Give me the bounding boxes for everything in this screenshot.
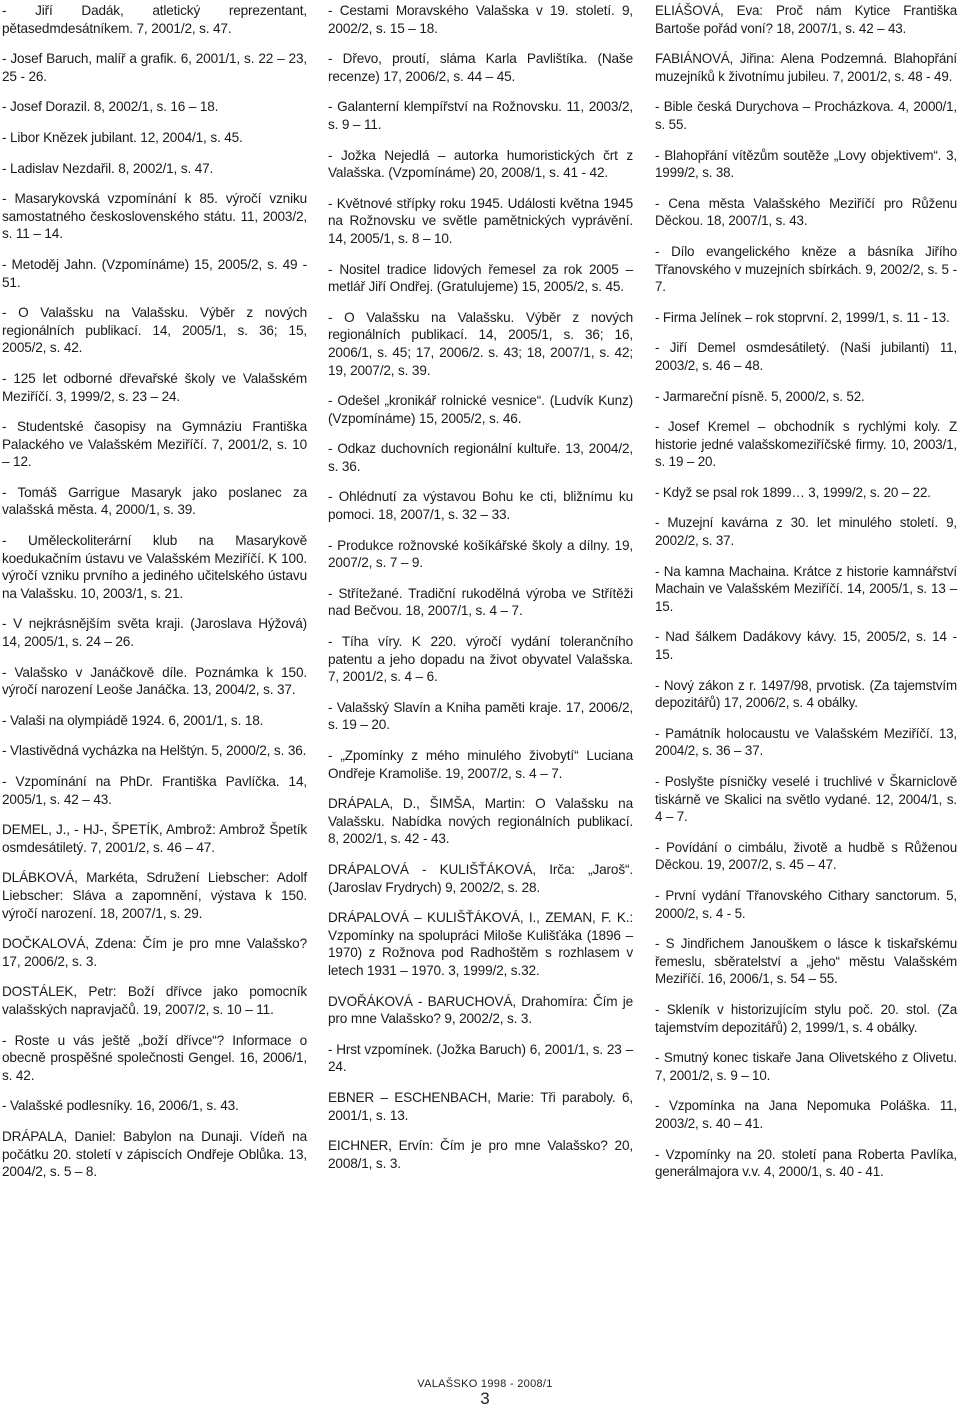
bibliography-entry: DEMEL, J., - HJ-, ŠPETÍK, Ambrož: Ambrož Špetík osmdesátiletý. 7, 2001/2, s. 46 – 47. <box>2 822 307 855</box>
bibliography-entry: - Jiří Demel osmdesátiletý. (Naši jubilanti) 11, 2003/2, s. 46 – 48. <box>655 340 957 373</box>
bibliography-entry: - Valaši na olympiádě 1924. 6, 2001/1, s. 18. <box>2 712 264 728</box>
bibliography-entry: - Metoděj Jahn. (Vzpomínáme) 15, 2005/2, s. 49 - 51. <box>2 256 307 290</box>
bibliography-entry: - Ohlédnutí za výstavou Bohu ke cti, bližnímu ku pomoci. 18, 2007/1, s. 32 – 33. <box>328 489 633 523</box>
bibliography-entry: - O Valašsku na Valašsku. Výběr z nových regionálních publikací. 14, 2005/1, s. 36; 16, 2006/1, s. 45; 17, 2006/2. s. 43; 18, 2007/1, s. 42; 19, 2007/2, s. 39. <box>328 309 633 378</box>
bibliography-entry: DLÁBKOVÁ, Markéta, Sdružení Liebscher: Adolf Liebscher: Sláva a zapomnění, výstava k 150. výročí narození. 18, 2007/1, s. 29. <box>2 870 307 921</box>
column-middle <box>328 2 633 1185</box>
bibliography-entry: DVOŘÁKOVÁ - BARUCHOVÁ, Drahomíra: Čím je pro mne Valašsko? 9, 2002/2, s. 3. <box>328 993 633 1027</box>
bibliography-entry: - Produkce rožnovské košíkářské školy a dílny. 19, 2007/2, s. 7 – 9. <box>328 537 633 571</box>
bibliography-entry: - Nositel tradice lidových řemesel za rok 2005 – metlář Jiří Ondřej. (Gratulujeme) 15, 2005/2, s. 45. <box>328 261 633 295</box>
column-right <box>655 2 957 1194</box>
bibliography-entry: DRÁPALOVÁ – KULIŠŤÁKOVÁ, I., ZEMAN, F. K.: Vzpomínky na spolupráci Miloše Kulišťáka (1896 – 1970) z Rožnova pod Radhoštěm s rozhlasem v letech 1931 – 1970. 3, 1999/2, s.32. <box>328 910 633 978</box>
bibliography-entry: - Dřevo, proutí, sláma Karla Pavlištíka. (Naše recenze) 17, 2006/2, s. 44 – 45. <box>328 51 633 84</box>
bibliography-entry: - Hrst vzpomínek. (Jožka Baruch) 6, 2001/1, s. 23 – 24. <box>328 1041 633 1075</box>
bibliography-entry: DRÁPALOVÁ - KULIŠŤÁKOVÁ, Irča: „Jaroš“. (Jaroslav Frydrych) 9, 2002/2, s. 28. <box>328 861 633 895</box>
bibliography-entry: - Jiří Dadák, atletický reprezentant, pětasedmdesátníkem. 7, 2001/2, s. 47. <box>2 3 307 36</box>
bibliography-entry: - S Jindřichem Janouškem o lásce k tiskařskému řemeslu, sběratelství a „jeho“ městu Valašském Meziříčí. 16, 2006/1, s. 54 – 55. <box>655 936 957 987</box>
bibliography-entry: ELIÁŠOVÁ, Eva: Proč nám Kytice Františka Bartoše pořád voní? 18, 2007/1, s. 42 – 43. <box>655 3 957 36</box>
bibliography-entry: - Nový zákon z r. 1497/98, prvotisk. (Za tajemstvím depozitářů) 17, 2006/2, s. 4 obálky. <box>655 677 957 711</box>
bibliography-entry: - Studentské časopisy na Gymnáziu Františka Palackého ve Valašském Meziříčí. 7, 2001/2, s. 10 – 12. <box>2 419 307 470</box>
bibliography-entry: - Cestami Moravského Valašska v 19. století. 9, 2002/2, s. 15 – 18. <box>328 3 633 36</box>
bibliography-entry: - Květnové střípky roku 1945. Události května 1945 na Rožnovsku ve světle pamětnických vyprávění. 14, 2005/1, s. 8 – 10. <box>328 195 633 246</box>
column-left <box>2 2 307 1194</box>
bibliography-entry: - Jožka Nejedlá – autorka humoristických črt z Valašska. (Vzpomínáme) 20, 2008/1, s. 41 - 42. <box>328 147 633 181</box>
bibliography-entry: - Galanterní klempířství na Rožnovsku. 11, 2003/2, s. 9 – 11. <box>328 99 633 132</box>
bibliography-entry: - Valašské podlesníky. 16, 2006/1, s. 43. <box>2 1098 239 1114</box>
bibliography-entry: EICHNER, Ervín: Čím je pro mne Valašsko? 20, 2008/1, s. 3. <box>328 1138 633 1171</box>
bibliography-entry: - Vlastivědná vycházka na Helštýn. 5, 2000/2, s. 36. <box>2 743 307 759</box>
bibliography-entry: - Poslyšte písničky veselé i truchlivé v Škarniclově tiskárně ve Skalici na světlo vydané. 12, 2004/1, s. 4 – 7. <box>655 774 957 825</box>
bibliography-entry: - Uměleckoliterární klub na Masarykově koedukačním ústavu ve Valašském Meziříčí. K 100. výročí vzniku prvního a jediného učitelského ústavu na Valašsku. 10, 2003/1, s. 21. <box>2 533 307 601</box>
bibliography-entry: - Jarmareční písně. 5, 2000/2, s. 52. <box>655 388 865 404</box>
bibliography-entry: - Ladislav Nezdařil. 8, 2002/1, s. 47. <box>2 160 214 176</box>
bibliography-entry: - První vydání Třanovského Cithary sanctorum. 5, 2000/2, s. 4 - 5. <box>655 887 957 921</box>
bibliography-entry: - Tíha víry. K 220. výročí vydání tolerančního patentu a jeho dopadu na život obyvatel Valašska. 7, 2001/2, s. 4 – 6. <box>328 634 633 685</box>
bibliography-entry: - Vzpomínání na PhDr. Františka Pavlíčka. 14, 2005/1, s. 42 – 43. <box>2 774 307 807</box>
bibliography-entry: - O Valašsku na Valašsku. Výběr z nových regionálních publikací. 14, 2005/1, s. 36; 15, 2005/2, s. 42. <box>2 305 307 356</box>
page-number: 3 <box>480 1389 490 1408</box>
bibliography-entry: DRÁPALA, Daniel: Babylon na Dunaji. Vídeň na počátku 20. století v zápiscích Ondřeje Oblůka. 13, 2004/2, s. 5 – 8. <box>2 1128 307 1180</box>
bibliography-entry: - Tomáš Garrigue Masaryk jako poslanec za valašská města. 4, 2000/1, s. 39. <box>2 484 307 518</box>
bibliography-entry: - Odkaz duchovních regionální kultuře. 13, 2004/2, s. 36. <box>328 441 633 474</box>
bibliography-entry: - Vzpomínka na Jana Nepomuka Poláška. 11, 2003/2, s. 40 – 41. <box>655 1098 957 1131</box>
bibliography-entry: - V nejkrásnějším světa kraji. (Jaroslava Hýžová) 14, 2005/1, s. 24 – 26. <box>2 616 307 650</box>
bibliography-entry: - Cena města Valašského Meziříčí pro Růženu Děckou. 18, 2007/1, s. 43. <box>655 195 957 229</box>
bibliography-entry: - Roste u vás ještě „boží dřívce“? Informace o obecně prospěšné společnosti Gengel. 16, 2006/1, s. 42. <box>2 1032 307 1083</box>
bibliography-entry: - „Zpomínky z mého minulého živobytí“ Luciana Ondřeje Kramoliše. 19, 2007/2, s. 4 – 7. <box>328 748 633 781</box>
bibliography-entry: - Střítežané. Tradiční rukodělná výroba ve Střítěži nad Bečvou. 18, 2007/1, s. 4 – 7. <box>328 585 633 619</box>
bibliography-entry: - Blahopřání vítězům soutěže „Lovy objektivem“. 3, 1999/2, s. 38. <box>655 147 957 181</box>
bibliography-entry: DOČKALOVÁ, Zdena: Čím je pro mne Valašsko? 17, 2006/2, s. 3. <box>2 936 307 969</box>
bibliography-entry: - Na kamna Machaina. Krátce z historie kamnářství Machain ve Valašském Meziříčí. 14, 2005/1, s. 13 – 15. <box>655 563 957 614</box>
bibliography-entry: - Povídání o cimbálu, životě a hudbě s Růženou Děckou. 19, 2007/2, s. 45 – 47. <box>655 839 957 873</box>
bibliography-entry: - Josef Kremel – obchodník s rychlými koly. Z historie jedné valašskomeziříčské firmy. 10, 2003/1, s. 19 – 20. <box>655 419 957 470</box>
bibliography-entry: - Památník holocaustu ve Valašském Meziříčí. 13, 2004/2, s. 36 – 37. <box>655 725 957 759</box>
bibliography-entry: - Firma Jelínek – rok stoprvní. 2, 1999/1, s. 11 - 13. <box>655 309 950 325</box>
bibliography-entry: - Vzpomínky na 20. století pana Roberta Pavlíka, generálmajora v.v. 4, 2000/1, s. 40 - 41. <box>655 1146 957 1180</box>
bibliography-entry: - 125 let odborné dřevařské školy ve Valašském Meziříčí. 3, 1999/2, s. 23 – 24. <box>2 370 307 404</box>
bibliography-entry: DRÁPALA, D., ŠIMŠA, Martin: O Valašsku na Valašsku. Nabídka nových regionálních publikací. 8, 2002/1, s. 42 - 43. <box>328 796 633 847</box>
bibliography-entry: - Bible česká Durychova – Procházkova. 4, 2000/1, s. 55. <box>655 99 957 132</box>
bibliography-entry: - Muzejní kavárna z 30. let minulého století. 9, 2002/2, s. 37. <box>655 515 957 549</box>
bibliography-entry: - Libor Knězek jubilant. 12, 2004/1, s. 45. <box>2 129 243 145</box>
bibliography-entry: - Dílo evangelického kněze a básníka Jiřího Třanovského v muzejních sbírkách. 9, 2002/2, s. 5 - 7. <box>655 243 957 295</box>
bibliography-entry: - Když se psal rok 1899… 3, 1999/2, s. 20 – 22. <box>655 484 931 500</box>
bibliography-entry: - Valašsko v Janáčkově díle. Poznámka k 150. výročí narození Leoše Janáčka. 13, 2004/2, s. 37. <box>2 664 307 698</box>
bibliography-entry: EBNER – ESCHENBACH, Marie: Tři paraboly. 6, 2001/1, s. 13. <box>328 1089 633 1123</box>
bibliography-entry: - Odešel „kronikář rolnické vesnice“. (Ludvík Kunz) (Vzpomínáme) 15, 2005/2, s. 46. <box>328 393 633 426</box>
bibliography-entry: - Smutný konec tiskaře Jana Olivetského z Olivetu. 7, 2001/2, s. 9 – 10. <box>655 1050 957 1083</box>
bibliography-entry: - Valašský Slavín a Kniha paměti kraje. 17, 2006/2, s. 19 – 20. <box>328 699 633 733</box>
bibliography-entry: - Skleník v historizujícím stylu poč. 20. stol. (Za tajemstvím depozitářů) 2, 1999/1, s. 4 obálky. <box>655 1001 957 1035</box>
bibliography-entry: FABIÁNOVÁ, Jiřina: Alena Podzemná. Blahopřání muzejníků k životnímu jubileu. 7, 2001/2, s. 48 - 49. <box>655 51 957 84</box>
bibliography-entry: - Josef Baruch, malíř a grafik. 6, 2001/1, s. 22 – 23, 25 - 26. <box>2 51 307 84</box>
bibliography-entry: DOSTÁLEK, Petr: Boží dřívce jako pomocník valašských napravjačů. 19, 2007/2, s. 10 – 11. <box>2 984 307 1017</box>
bibliography-entry: - Nad šálkem Dadákovy kávy. 15, 2005/2, s. 14 - 15. <box>655 629 957 663</box>
footer-title: VALAŠSKO 1998 - 2008/1 <box>417 1378 553 1390</box>
bibliography-entry: - Masarykovská vzpomínání k 85. výročí vzniku samostatného československého státu. 11, 2003/2, s. 11 – 14. <box>2 191 307 242</box>
bibliography-entry: - Josef Dorazil. 8, 2002/1, s. 16 – 18. <box>2 99 219 115</box>
